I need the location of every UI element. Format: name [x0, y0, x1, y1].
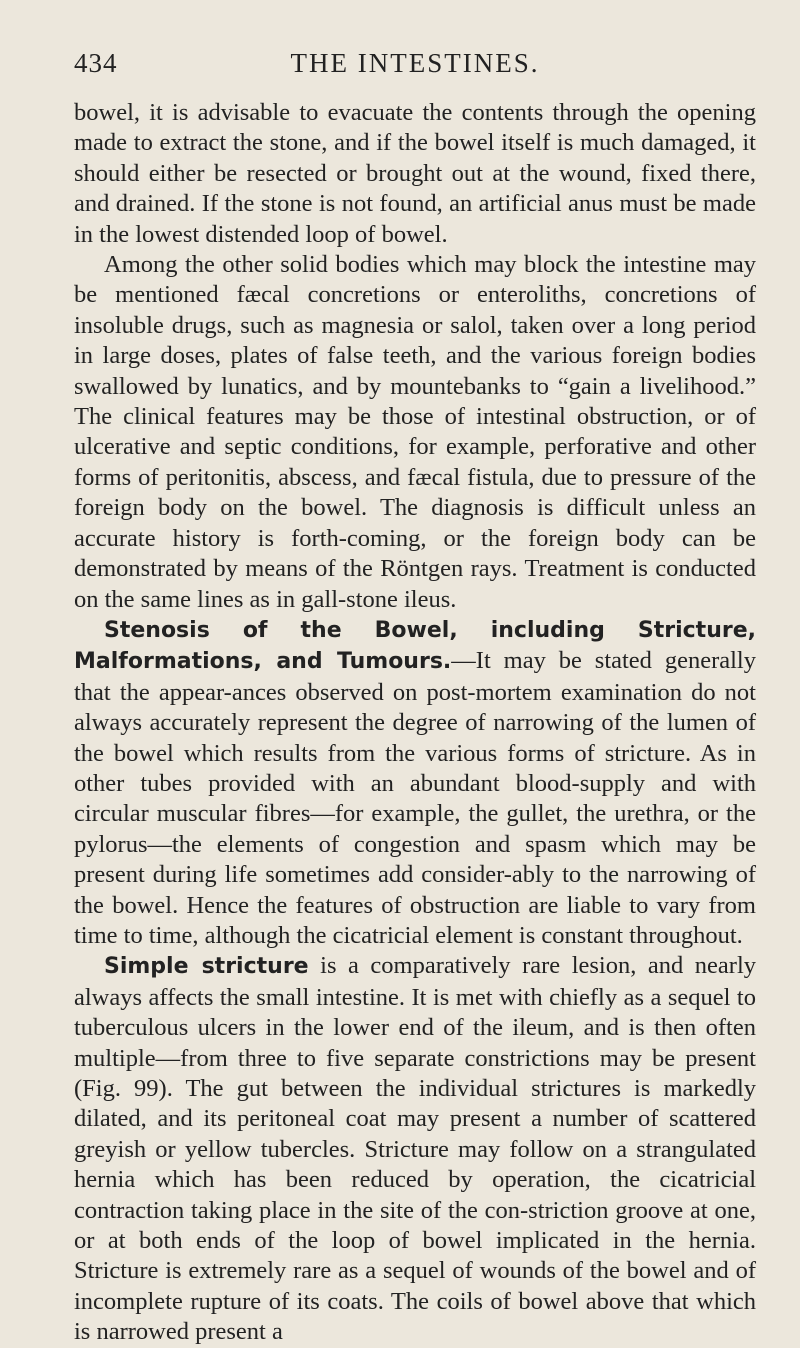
page-body: [74, 98, 756, 1348]
page-header: [74, 48, 756, 88]
running-title: THE INTESTINES.: [290, 48, 540, 78]
paragraph-text: Among the other solid bodies which may block the intestine may be mentioned fæcal concretions or enteroliths, concretions of insoluble drugs, such as magnesia or salol, taken over a long period in large doses, plates of false teeth, and the various foreign bodies swallowed by lunatics, and by mountebanks to “gain a livelihood.” The clinical features may be those of intestinal obstruction, or of ulcerative and septic conditions, for example, perforative and other forms of peritonitis, abscess, and fæcal fistula, due to pressure of the foreign body on the bowel. The diagnosis is difficult unless an accurate history is forth-coming, or the foreign body can be demonstrated by means of the Röntgen rays. Treatment is conducted on the same lines as in gall-stone ileus.: [74, 251, 756, 613]
section-heading: Simple stricture: [104, 954, 309, 980]
paragraph-simple-stricture: [74, 951, 756, 1347]
section-heading: Stenosis of the Bowel, including Stricture, Malformations, and Tumours.: [74, 617, 756, 675]
paragraph-text: is a comparatively rare lesion, and nearly always affects the small intestine. It is met with chiefly as a sequel to tuberculous ulcers in the lower end of the ileum, and is then often multiple—from three to five separate constrictions may be present (Fig. 99). The gut between the individual strictures is markedly dilated, and its peritoneal coat may present a number of scattered greyish or yellow tubercles. Stricture may follow on a strangulated hernia which has been reduced by operation, the cicatricial contraction taking place in the site of the con-striction groove at one, or at both ends of the loop of bowel implicated in the hernia. Stricture is extremely rare as a sequel of wounds of the bowel and of incomplete rupture of its coats. The coils of bowel above that which is narrowed present a: [74, 952, 757, 1346]
paragraph-text: bowel, it is advisable to evacuate the contents through the opening made to extract the stone, and if the bowel itself is much damaged, it should either be resected or brought out at the wound, fixed there, and drained. If the stone is not found, an artificial anus must be made in the lowest distended loop of bowel.: [74, 99, 756, 248]
paragraph-continuation: [74, 98, 756, 250]
paragraph-solid-bodies: [74, 250, 756, 615]
paragraph-stenosis: [74, 615, 756, 951]
paragraph-text: —It may be stated generally that the appear-ances observed on post-mortem examination do not always accurately represent the degree of narrowing of the lumen of the bowel which results from the various forms of stricture. As in other tubes provided with an abundant blood-supply and with circular muscular fibres—for example, the gullet, the urethra, or the pylorus—the elements of congestion and spasm which may be present during life sometimes add consider-ably to the narrowing of the bowel. Hence the features of obstruction are liable to vary from time to time, although the cicatricial element is constant throughout.: [74, 647, 756, 949]
page-number: 434: [74, 48, 118, 78]
